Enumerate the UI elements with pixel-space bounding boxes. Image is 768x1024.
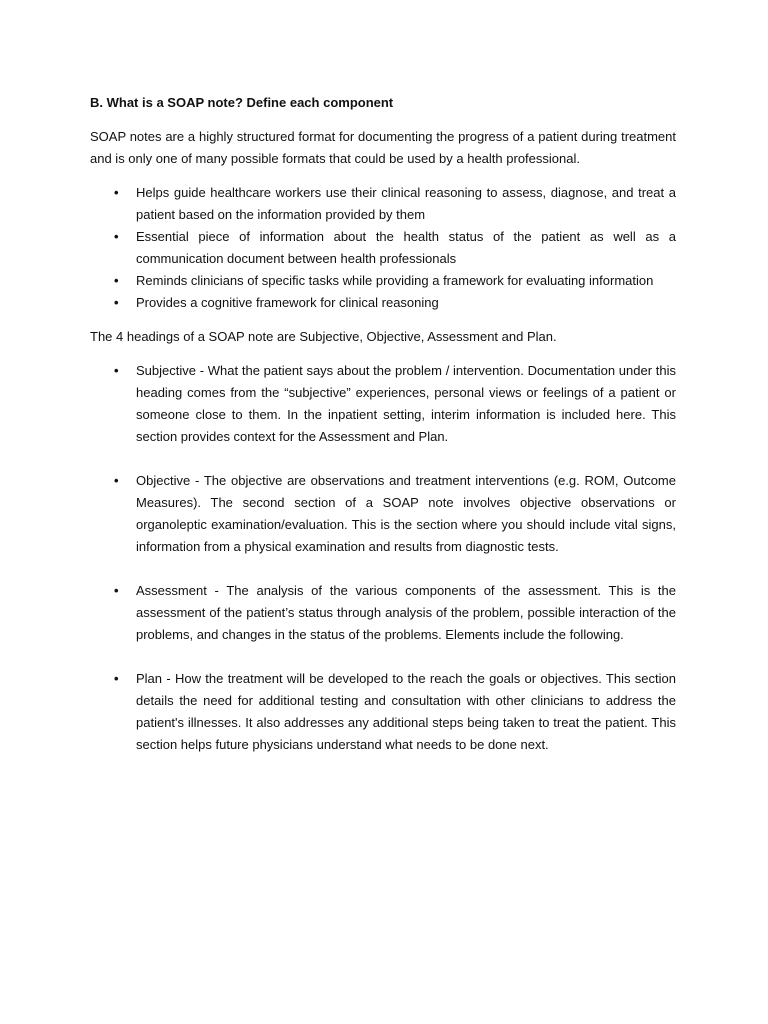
bullet-icon: •	[114, 273, 119, 288]
list-item	[90, 270, 676, 292]
bullet-icon: •	[114, 185, 119, 200]
purpose-bullet-list	[90, 182, 676, 314]
list-item	[90, 182, 676, 226]
section-text: Assessment - The analysis of the various components of the assessment. This is the assessment of the patient’s status through analysis of the problem, possible interaction of the problems, and changes in the status of the problems. Elements include the following.	[136, 583, 676, 642]
section-subjective	[90, 360, 676, 448]
bullet-icon: •	[114, 295, 119, 310]
list-item-text: Essential piece of information about the health status of the patient as well as a communication document between health professionals	[136, 229, 676, 266]
bullet-icon: •	[114, 583, 119, 598]
list-item	[90, 292, 676, 314]
bullet-icon: •	[114, 229, 119, 244]
bullet-icon: •	[114, 671, 119, 686]
list-item-text: Helps guide healthcare workers use their clinical reasoning to assess, diagnose, and treat a patient based on the information provided by them	[136, 185, 676, 222]
list-item	[90, 226, 676, 270]
list-item-text: Provides a cognitive framework for clinical reasoning	[136, 295, 439, 310]
bullet-icon: •	[114, 363, 119, 378]
section-text: Objective - The objective are observations and treatment interventions (e.g. ROM, Outcome Measures). The second section of a SOAP note involves objective observations or organoleptic examination/evaluation. This is the section where you should include vital signs, information from a physical examination and results from diagnostic tests.	[136, 473, 676, 554]
section-text: Subjective - What the patient says about the problem / intervention. Documentation under this heading comes from the “subjective” experiences, personal views or feelings of a patient or someone close to them. In the inpatient setting, interim information is included here. This section provides context for the Assessment and Plan.	[136, 363, 676, 444]
list-item-text: Reminds clinicians of specific tasks while providing a framework for evaluating information	[136, 273, 654, 288]
section-assessment	[90, 580, 676, 646]
document-heading: B. What is a SOAP note? Define each component	[90, 95, 394, 110]
bullet-icon: •	[114, 473, 119, 488]
headings-sentence: The 4 headings of a SOAP note are Subjective, Objective, Assessment and Plan.	[90, 329, 557, 344]
intro-paragraph: SOAP notes are a highly structured format for documenting the progress of a patient during treatment and is only one of many possible formats that could be used by a health professional.	[90, 129, 676, 166]
section-objective	[90, 470, 676, 558]
section-text: Plan - How the treatment will be developed to the reach the goals or objectives. This section details the need for additional testing and consultation with other clinicians to address the patient's illnesses. It also addresses any additional steps being taken to treat the patient. This section helps future physicians understand what needs to be done next.	[136, 671, 676, 752]
soap-sections-list	[90, 360, 676, 756]
section-plan	[90, 668, 676, 756]
document-page	[90, 92, 676, 778]
